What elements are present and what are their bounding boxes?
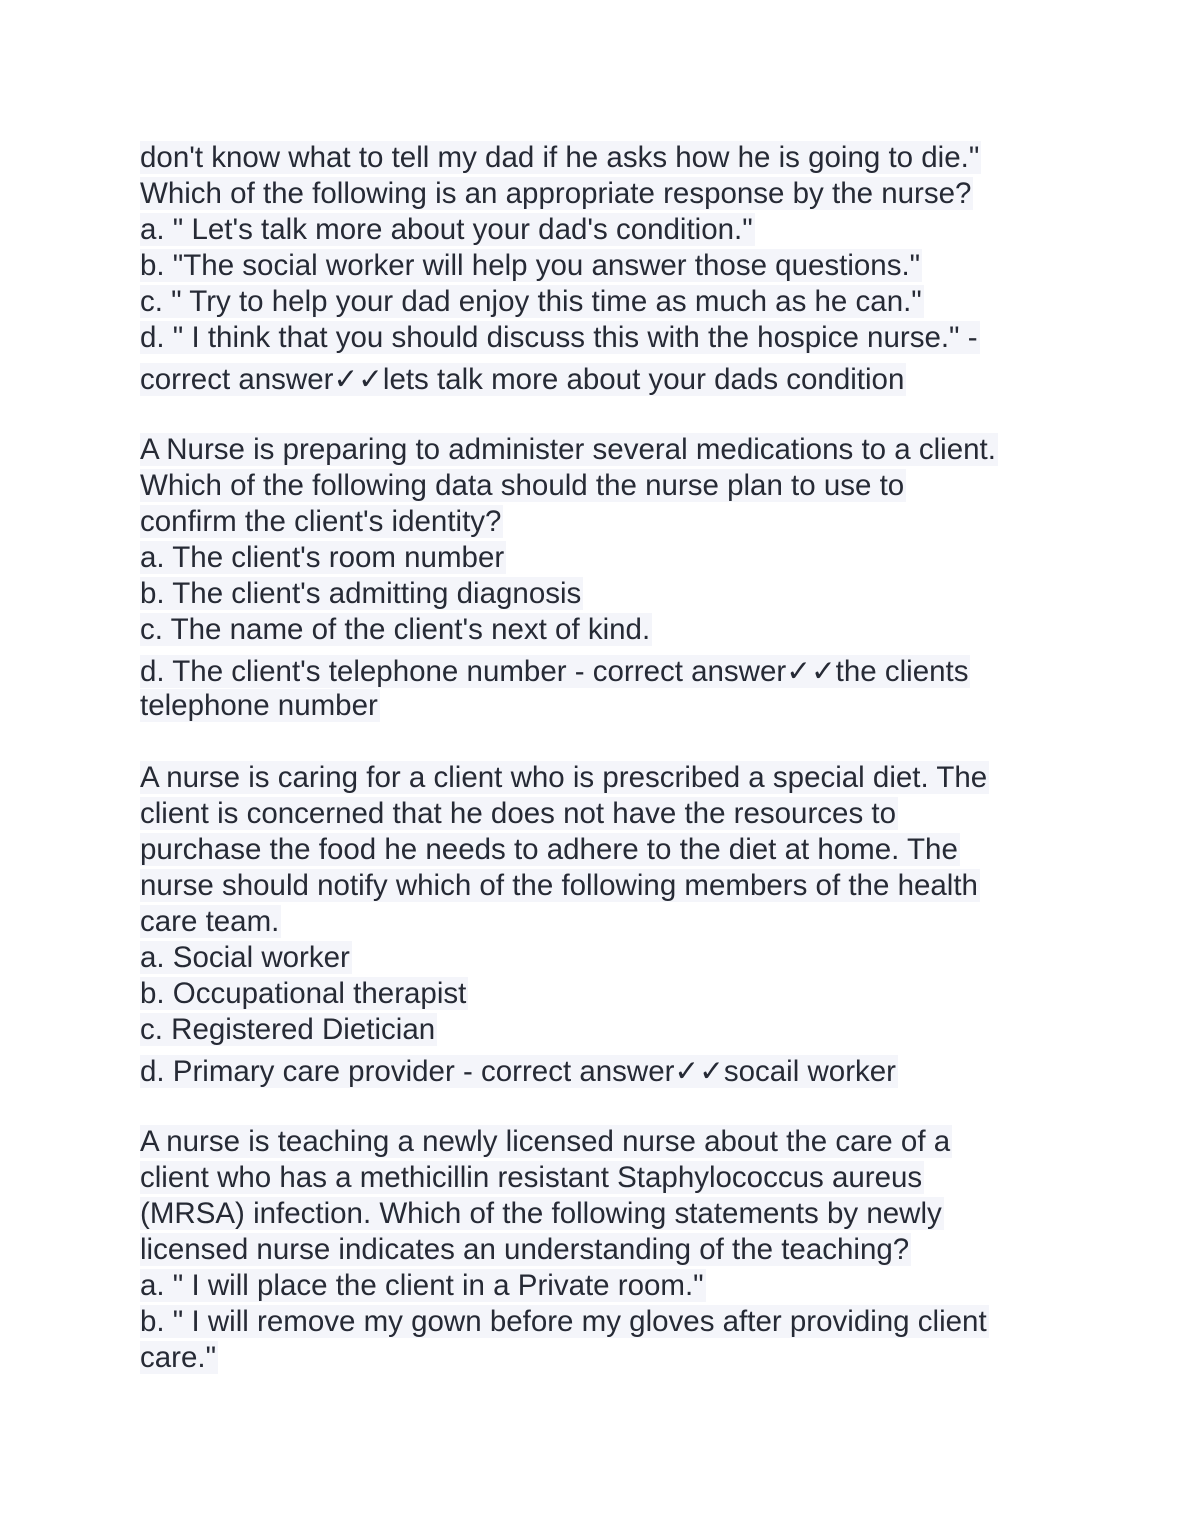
question-block (140, 140, 1060, 396)
block-spacer (140, 724, 1060, 760)
question-text-line: Which of the following is an appropriate response by the nurse? (140, 177, 972, 210)
option-b: b. " I will remove my gown before my gloves after providing client (140, 1305, 987, 1338)
option-d: d. " I think that you should discuss this with the hospice nurse." - (140, 321, 978, 354)
question-text-line: care team. (140, 905, 280, 938)
question-text-line: don't know what to tell my dad if he asks how he is going to die." (140, 141, 980, 174)
option-a: a. Social worker (140, 941, 350, 974)
option-c: c. " Try to help your dad enjoy this time as much as he can." (140, 285, 922, 318)
correct-answer-line: correct answer✓✓lets talk more about your dads condition (140, 363, 905, 396)
question-text-line: nurse should notify which of the following members of the health (140, 869, 978, 902)
document-page (140, 140, 1060, 1376)
option-b: b. Occupational therapist (140, 977, 467, 1010)
question-block (140, 760, 1060, 1088)
option-d: d. Primary care provider - correct answer✓✓socail worker (140, 1055, 896, 1088)
question-text-line: A nurse is caring for a client who is prescribed a special diet. The (140, 761, 988, 794)
question-text-line: purchase the food he needs to adhere to the diet at home. The (140, 833, 958, 866)
correct-answer-line: telephone number (140, 689, 378, 722)
question-text-line: Which of the following data should the nurse plan to use to (140, 469, 905, 502)
question-text-line: licensed nurse indicates an understanding of the teaching? (140, 1233, 910, 1266)
option-a: a. " I will place the client in a Private room." (140, 1269, 704, 1302)
option-a: a. The client's room number (140, 541, 505, 574)
option-a: a. " Let's talk more about your dad's condition." (140, 213, 753, 246)
option-b: b. "The social worker will help you answer those questions." (140, 249, 921, 282)
question-block (140, 432, 1060, 724)
question-text-line: A nurse is teaching a newly licensed nurse about the care of a (140, 1125, 951, 1158)
question-text-line: confirm the client's identity? (140, 505, 502, 538)
option-d: d. The client's telephone number - correct answer✓✓the clients (140, 655, 969, 688)
question-text-line: client who has a methicillin resistant Staphylococcus aureus (140, 1161, 923, 1194)
block-spacer (140, 1088, 1060, 1124)
option-c: c. Registered Dietician (140, 1013, 436, 1046)
question-text-line: A Nurse is preparing to administer several medications to a client. (140, 433, 996, 466)
block-spacer (140, 396, 1060, 432)
question-text-line: client is concerned that he does not have the resources to (140, 797, 896, 830)
option-c: c. The name of the client's next of kind. (140, 613, 651, 646)
question-text-line: (MRSA) infection. Which of the following statements by newly (140, 1197, 942, 1230)
option-b: b. The client's admitting diagnosis (140, 577, 582, 610)
option-b-continued: care." (140, 1341, 217, 1374)
question-block (140, 1124, 1060, 1376)
